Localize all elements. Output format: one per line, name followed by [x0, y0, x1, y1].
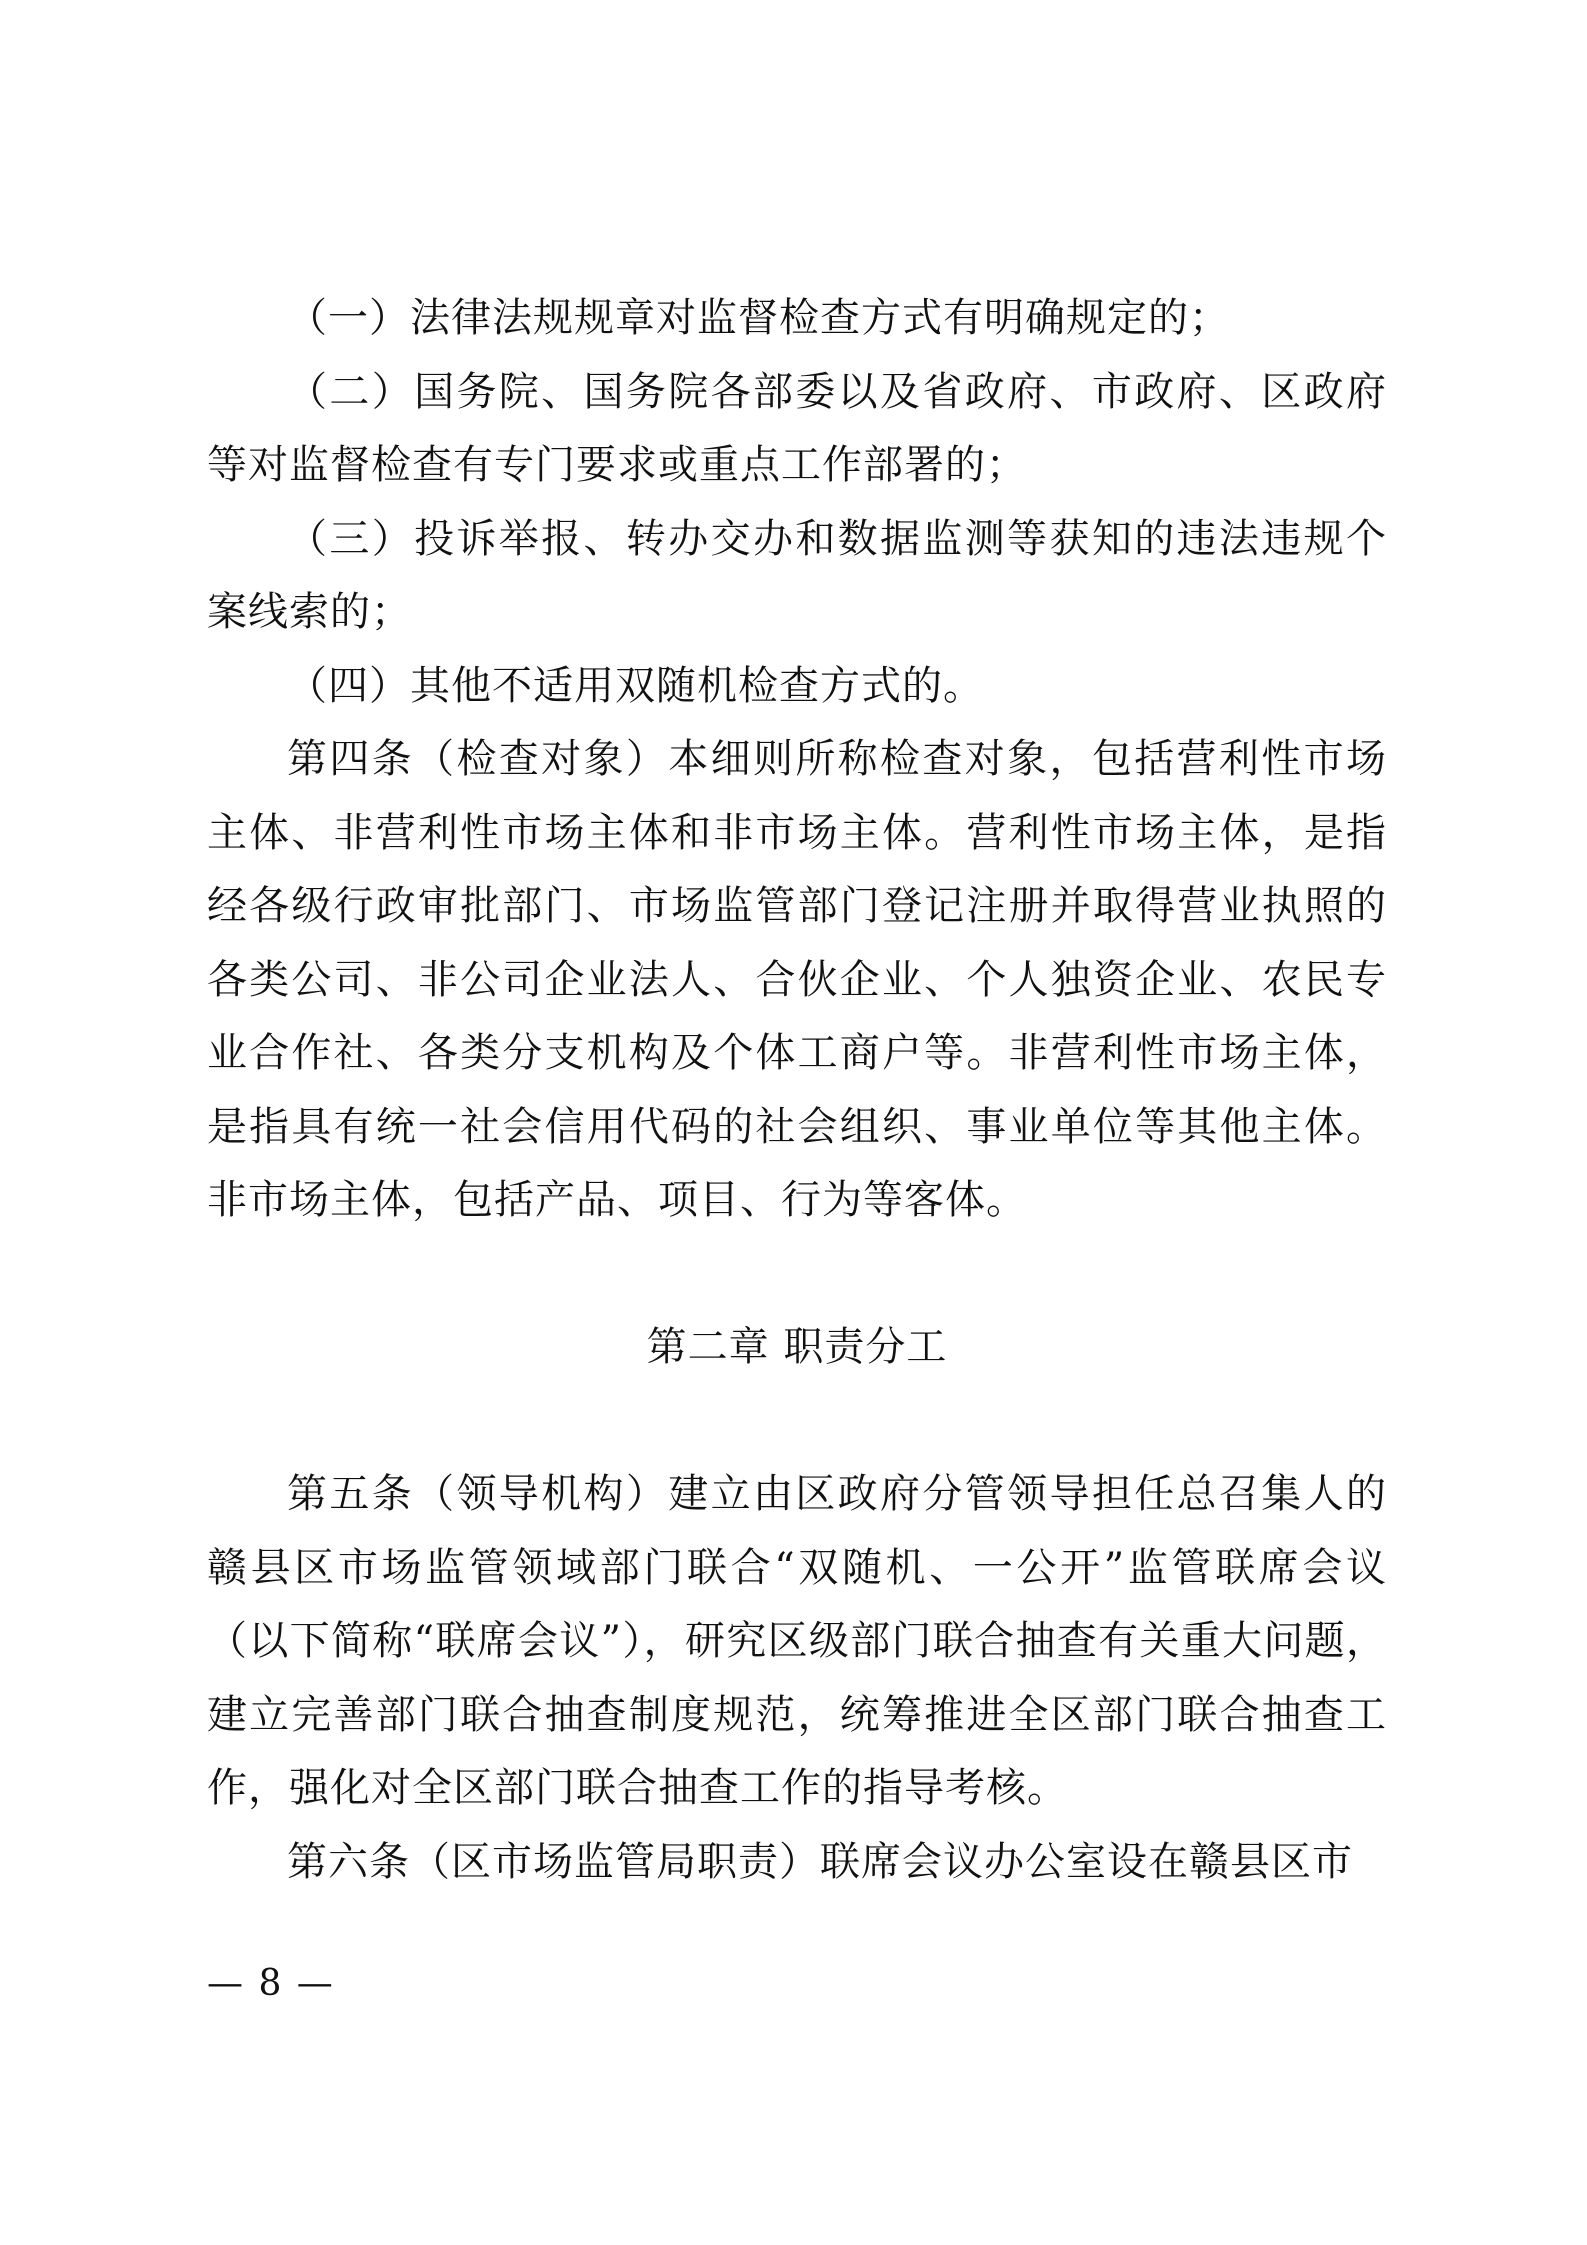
paragraph-item-1: （一）法律法规规章对监督检查方式有明确规定的；	[287, 295, 1230, 341]
spacer	[207, 1238, 1387, 1312]
document-body	[207, 282, 1387, 1899]
spacer	[207, 1385, 1387, 1459]
paragraph-item-3: （三）投诉举报、转办交办和数据监测等获知的违法违规个案线索的；	[207, 515, 1387, 635]
page-number: — 8 —	[207, 1963, 335, 2004]
paragraph-article-5: 第五条（领导机构）建立由区政府分管领导担任总召集人的赣县区市场监管领域部门联合“双随机、一公开”监管联席会议（以下简称“联席会议”），研究区级部门联合抽查有关重大问题，建立完善部门联合抽查制度规范，统筹推进全区部门联合抽查工作，强化对全区部门联合抽查工作的指导考核。	[207, 1471, 1387, 1811]
paragraph-item-2: （二）国务院、国务院各部委以及省政府、市政府、区政府等对监督检查有专门要求或重点工作部署的；	[207, 368, 1387, 488]
paragraph-article-4: 第四条（检查对象）本细则所称检查对象，包括营利性市场主体、非营利性市场主体和非市场主体。营利性市场主体，是指经各级行政审批部门、市场监管部门登记注册并取得营业执照的各类公司、非公司企业法人、合伙企业、个人独资企业、农民专业合作社、各类分支机构及个体工商户等。非营利性市场主体，是指具有统一社会信用代码的社会组织、事业单位等其他主体。非市场主体，包括产品、项目、行为等客体。	[207, 736, 1387, 1223]
paragraph-article-6: 第六条（区市场监管局职责）联席会议办公室设在赣县区市	[287, 1838, 1353, 1885]
chapter-title: 第二章 职责分工	[646, 1324, 948, 1370]
paragraph-item-4: （四）其他不适用双随机检查方式的。	[287, 662, 984, 709]
